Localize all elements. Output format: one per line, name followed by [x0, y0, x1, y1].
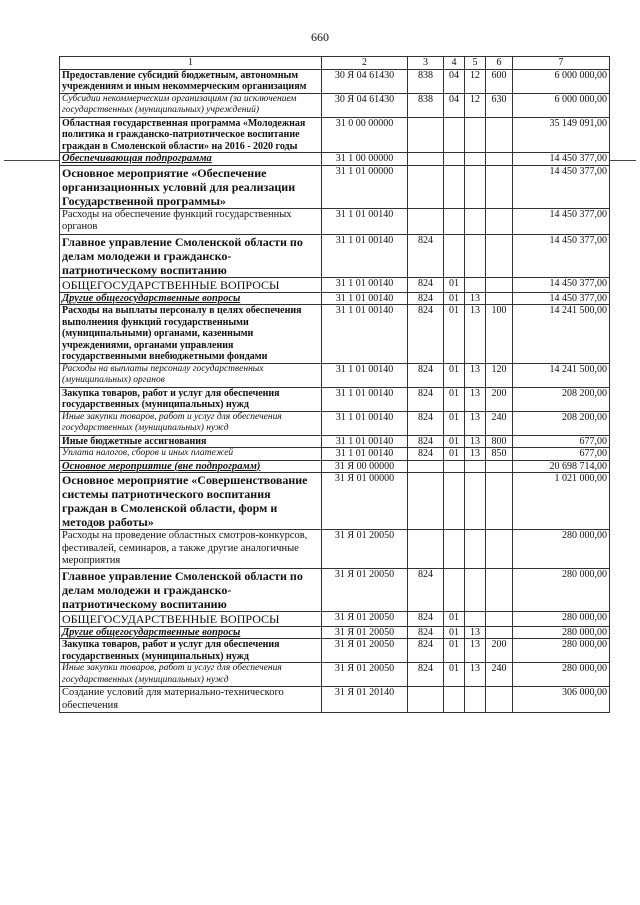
amount-cell: 35 149 091,00 — [513, 117, 610, 153]
subsection-code-cell — [465, 460, 486, 473]
amount-cell: 14 241 500,00 — [513, 305, 610, 364]
section-code-cell: 01 — [444, 292, 465, 305]
department-code-cell — [408, 208, 444, 234]
department-code-cell: 838 — [408, 69, 444, 93]
table-row — [60, 530, 610, 569]
department-code-cell: 824 — [408, 626, 444, 639]
section-code-cell: 01 — [444, 305, 465, 364]
amount-cell: 1 021 000,00 — [513, 473, 610, 530]
expense-type-cell — [486, 153, 513, 166]
department-code-cell: 824 — [408, 292, 444, 305]
target-article-cell: 31 1 01 00140 — [322, 435, 408, 448]
row-name-cell: Главное управление Смоленской области по делам молодежи и гражданско-патриотическому воспитанию — [60, 568, 322, 611]
row-name-cell: Главное управление Смоленской области по делам молодежи и гражданско-патриотическому воспитанию — [60, 234, 322, 277]
target-article-cell: 31 Я 00 00000 — [322, 460, 408, 473]
target-article-cell: 31 1 01 00140 — [322, 448, 408, 461]
expense-type-cell: 200 — [486, 639, 513, 663]
department-code-cell — [408, 687, 444, 713]
expense-type-cell — [486, 530, 513, 569]
subsection-code-cell — [465, 208, 486, 234]
subsection-code-cell — [465, 530, 486, 569]
expense-type-cell: 100 — [486, 305, 513, 364]
expense-type-cell — [486, 165, 513, 208]
row-name-cell: Иные бюджетные ассигнования — [60, 435, 322, 448]
subsection-code-cell — [465, 568, 486, 611]
section-code-cell — [444, 473, 465, 530]
subsection-code-cell: 12 — [465, 93, 486, 117]
table-row — [60, 292, 610, 305]
section-code-cell — [444, 234, 465, 277]
expense-type-cell: 850 — [486, 448, 513, 461]
expense-type-cell — [486, 626, 513, 639]
table-row — [60, 363, 610, 387]
target-article-cell: 31 1 01 00140 — [322, 234, 408, 277]
expense-type-cell: 800 — [486, 435, 513, 448]
subsection-code-cell — [465, 117, 486, 153]
expense-type-cell — [486, 208, 513, 234]
target-article-cell: 31 Я 01 20050 — [322, 611, 408, 626]
section-code-cell: 01 — [444, 277, 465, 292]
expense-type-cell — [486, 687, 513, 713]
section-code-cell: 04 — [444, 69, 465, 93]
row-name-cell: Иные закупки товаров, работ и услуг для обеспечения государственных (муниципальных) нужд — [60, 411, 322, 435]
department-code-cell — [408, 530, 444, 569]
expense-type-cell — [486, 234, 513, 277]
table-row — [60, 411, 610, 435]
table-row — [60, 208, 610, 234]
department-code-cell — [408, 153, 444, 166]
expense-type-cell — [486, 277, 513, 292]
subsection-code-cell: 12 — [465, 69, 486, 93]
row-name-cell: ОБЩЕГОСУДАРСТВЕННЫЕ ВОПРОСЫ — [60, 277, 322, 292]
row-name-cell: Расходы на выплаты персоналу государственных (муниципальных) органов — [60, 363, 322, 387]
subsection-code-cell: 13 — [465, 663, 486, 687]
section-code-cell: 01 — [444, 363, 465, 387]
amount-cell: 14 241 500,00 — [513, 363, 610, 387]
subsection-code-cell: 13 — [465, 411, 486, 435]
budget-table — [59, 56, 610, 713]
target-article-cell: 31 Я 01 20050 — [322, 626, 408, 639]
table-row — [60, 687, 610, 713]
department-code-cell: 824 — [408, 448, 444, 461]
section-code-cell: 01 — [444, 448, 465, 461]
subsection-code-cell: 13 — [465, 305, 486, 364]
subsection-code-cell — [465, 165, 486, 208]
row-name-cell: Другие общегосударственные вопросы — [60, 626, 322, 639]
amount-cell: 280 000,00 — [513, 568, 610, 611]
department-code-cell: 824 — [408, 663, 444, 687]
subsection-code-cell — [465, 473, 486, 530]
section-code-cell: 04 — [444, 93, 465, 117]
amount-cell: 280 000,00 — [513, 626, 610, 639]
amount-cell: 14 450 377,00 — [513, 165, 610, 208]
subsection-code-cell — [465, 687, 486, 713]
subsection-code-cell: 13 — [465, 292, 486, 305]
table-row — [60, 460, 610, 473]
subsection-code-cell — [465, 153, 486, 166]
subsection-code-cell: 13 — [465, 626, 486, 639]
department-code-cell — [408, 473, 444, 530]
table-row — [60, 165, 610, 208]
target-article-cell: 31 Я 01 20050 — [322, 568, 408, 611]
amount-cell: 280 000,00 — [513, 663, 610, 687]
target-article-cell: 31 1 01 00140 — [322, 305, 408, 364]
amount-cell: 208 200,00 — [513, 411, 610, 435]
amount-cell: 677,00 — [513, 448, 610, 461]
subsection-code-cell: 13 — [465, 363, 486, 387]
department-code-cell — [408, 460, 444, 473]
column-header: 6 — [486, 57, 513, 70]
department-code-cell: 824 — [408, 611, 444, 626]
amount-cell: 208 200,00 — [513, 387, 610, 411]
table-row — [60, 305, 610, 364]
target-article-cell: 31 Я 01 20050 — [322, 639, 408, 663]
table-row — [60, 568, 610, 611]
target-article-cell: 31 1 01 00140 — [322, 208, 408, 234]
target-article-cell: 31 1 01 00140 — [322, 387, 408, 411]
column-header: 4 — [444, 57, 465, 70]
subsection-code-cell: 13 — [465, 387, 486, 411]
column-header: 2 — [322, 57, 408, 70]
amount-cell: 20 698 714,00 — [513, 460, 610, 473]
section-code-cell: 01 — [444, 663, 465, 687]
amount-cell: 6 000 000,00 — [513, 93, 610, 117]
scan-artifact-line — [610, 160, 636, 161]
department-code-cell: 824 — [408, 363, 444, 387]
amount-cell: 677,00 — [513, 435, 610, 448]
department-code-cell: 824 — [408, 411, 444, 435]
row-name-cell: ОБЩЕГОСУДАРСТВЕННЫЕ ВОПРОСЫ — [60, 611, 322, 626]
row-name-cell: Расходы на проведение областных смотров-конкурсов, фестивалей, семинаров, а также другие аналогичные мероприятия — [60, 530, 322, 569]
table-row — [60, 611, 610, 626]
section-code-cell — [444, 460, 465, 473]
target-article-cell: 31 Я 01 20050 — [322, 663, 408, 687]
department-code-cell: 824 — [408, 277, 444, 292]
subsection-code-cell — [465, 277, 486, 292]
expense-type-cell — [486, 473, 513, 530]
row-name-cell: Расходы на выплаты персоналу в целях обеспечения выполнения функций государственными (муниципальными) органами, казенными учреждениями, органами управления государственными внебюджетными фондами — [60, 305, 322, 364]
table-row — [60, 663, 610, 687]
subsection-code-cell: 13 — [465, 448, 486, 461]
department-code-cell: 824 — [408, 387, 444, 411]
expense-type-cell: 240 — [486, 411, 513, 435]
amount-cell: 280 000,00 — [513, 530, 610, 569]
expense-type-cell: 600 — [486, 69, 513, 93]
table-row — [60, 153, 610, 166]
subsection-code-cell — [465, 234, 486, 277]
page-number: 660 — [311, 30, 329, 44]
target-article-cell: 31 Я 01 20140 — [322, 687, 408, 713]
expense-type-cell — [486, 292, 513, 305]
section-code-cell — [444, 530, 465, 569]
section-code-cell — [444, 208, 465, 234]
table-row — [60, 387, 610, 411]
table-row — [60, 234, 610, 277]
amount-cell: 14 450 377,00 — [513, 292, 610, 305]
expense-type-cell — [486, 460, 513, 473]
scan-artifact-line — [4, 160, 60, 161]
table-row — [60, 117, 610, 153]
subsection-code-cell — [465, 611, 486, 626]
table-row — [60, 93, 610, 117]
target-article-cell: 31 Я 01 00000 — [322, 473, 408, 530]
expense-type-cell: 630 — [486, 93, 513, 117]
column-header: 7 — [513, 57, 610, 70]
target-article-cell: 31 0 00 00000 — [322, 117, 408, 153]
target-article-cell: 31 Я 01 20050 — [322, 530, 408, 569]
row-name-cell: Уплата налогов, сборов и иных платежей — [60, 448, 322, 461]
subsection-code-cell: 13 — [465, 435, 486, 448]
row-name-cell: Закупка товаров, работ и услуг для обеспечения государственных (муниципальных) нужд — [60, 639, 322, 663]
table-row — [60, 435, 610, 448]
expense-type-cell: 240 — [486, 663, 513, 687]
amount-cell: 14 450 377,00 — [513, 153, 610, 166]
section-code-cell: 01 — [444, 387, 465, 411]
section-code-cell: 01 — [444, 411, 465, 435]
table-row — [60, 69, 610, 93]
section-code-cell: 01 — [444, 611, 465, 626]
column-header: 1 — [60, 57, 322, 70]
target-article-cell: 31 1 01 00000 — [322, 165, 408, 208]
row-name-cell: Расходы на обеспечение функций государственных органов — [60, 208, 322, 234]
section-code-cell — [444, 687, 465, 713]
expense-type-cell — [486, 117, 513, 153]
row-name-cell: Другие общегосударственные вопросы — [60, 292, 322, 305]
target-article-cell: 31 1 01 00140 — [322, 277, 408, 292]
subsection-code-cell: 13 — [465, 639, 486, 663]
target-article-cell: 31 1 01 00140 — [322, 363, 408, 387]
amount-cell: 14 450 377,00 — [513, 234, 610, 277]
table-row — [60, 448, 610, 461]
section-code-cell: 01 — [444, 435, 465, 448]
section-code-cell: 01 — [444, 626, 465, 639]
row-name-cell: Основное мероприятие (вне подпрограмм) — [60, 460, 322, 473]
expense-type-cell: 120 — [486, 363, 513, 387]
row-name-cell: Предоставление субсидий бюджетным, автономным учреждениям и иным некоммерческим организациям — [60, 69, 322, 93]
department-code-cell: 824 — [408, 568, 444, 611]
amount-cell: 14 450 377,00 — [513, 277, 610, 292]
department-code-cell: 838 — [408, 93, 444, 117]
amount-cell: 306 000,00 — [513, 687, 610, 713]
expense-type-cell — [486, 568, 513, 611]
table-row — [60, 639, 610, 663]
department-code-cell — [408, 165, 444, 208]
row-name-cell: Основное мероприятие «Обеспечение организационных условий для реализации Государственной программы» — [60, 165, 322, 208]
amount-cell: 280 000,00 — [513, 611, 610, 626]
section-code-cell — [444, 165, 465, 208]
section-code-cell: 01 — [444, 639, 465, 663]
table-header-row — [60, 57, 610, 70]
target-article-cell: 30 Я 04 61430 — [322, 93, 408, 117]
target-article-cell: 31 1 01 00140 — [322, 411, 408, 435]
amount-cell: 14 450 377,00 — [513, 208, 610, 234]
target-article-cell: 31 1 00 00000 — [322, 153, 408, 166]
table-row — [60, 277, 610, 292]
row-name-cell: Основное мероприятие «Совершенствование системы патриотического воспитания граждан в Смоленской области, форм и методов работы» — [60, 473, 322, 530]
row-name-cell: Обеспечивающая подпрограмма — [60, 153, 322, 166]
table-row — [60, 473, 610, 530]
amount-cell: 280 000,00 — [513, 639, 610, 663]
expense-type-cell — [486, 611, 513, 626]
section-code-cell — [444, 153, 465, 166]
amount-cell: 6 000 000,00 — [513, 69, 610, 93]
row-name-cell: Областная государственная программа «Молодежная политика и гражданско-патриотическое воспитание граждан в Смоленской области» на 2016 - 2020 годы — [60, 117, 322, 153]
row-name-cell: Закупка товаров, работ и услуг для обеспечения государственных (муниципальных) нужд — [60, 387, 322, 411]
department-code-cell: 824 — [408, 435, 444, 448]
department-code-cell: 824 — [408, 234, 444, 277]
section-code-cell — [444, 117, 465, 153]
table-row — [60, 626, 610, 639]
target-article-cell: 31 1 01 00140 — [322, 292, 408, 305]
column-header: 5 — [465, 57, 486, 70]
target-article-cell: 30 Я 04 61430 — [322, 69, 408, 93]
expense-type-cell: 200 — [486, 387, 513, 411]
section-code-cell — [444, 568, 465, 611]
row-name-cell: Субсидии некоммерческим организациям (за исключением государственных (муниципальных) учреждений) — [60, 93, 322, 117]
department-code-cell: 824 — [408, 305, 444, 364]
row-name-cell: Иные закупки товаров, работ и услуг для обеспечения государственных (муниципальных) нужд — [60, 663, 322, 687]
department-code-cell: 824 — [408, 639, 444, 663]
row-name-cell: Создание условий для материально-технического обеспечения — [60, 687, 322, 713]
column-header: 3 — [408, 57, 444, 70]
department-code-cell — [408, 117, 444, 153]
